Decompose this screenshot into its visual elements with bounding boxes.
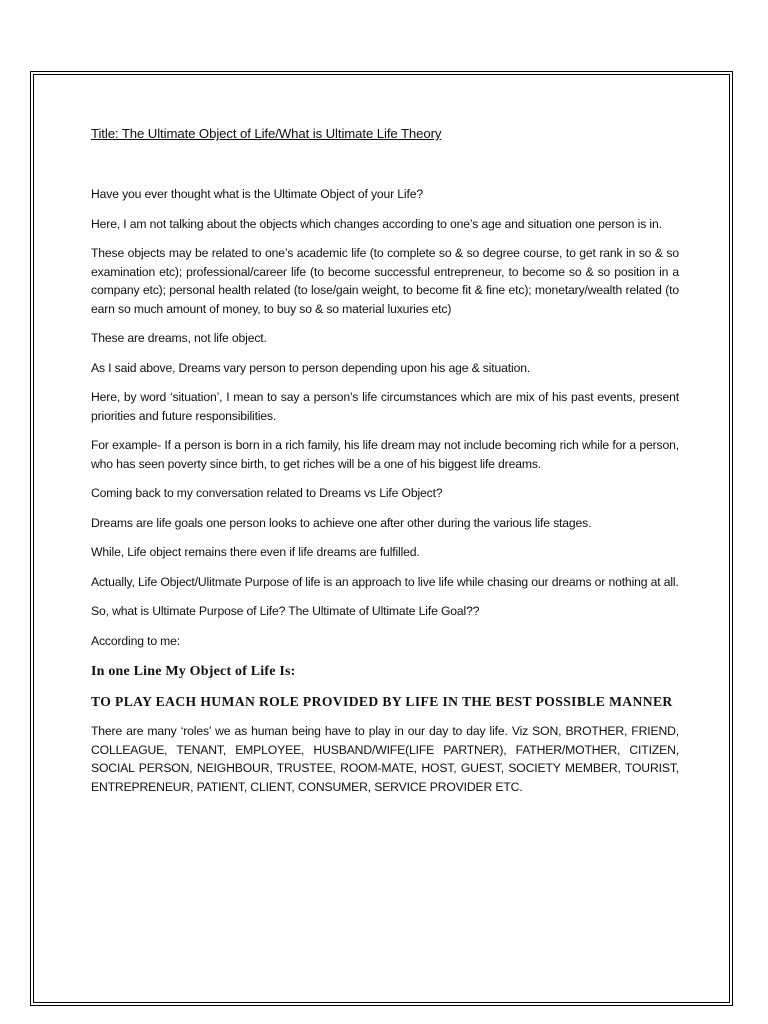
main-statement: TO PLAY EACH HUMAN ROLE PROVIDED BY LIFE IN THE BEST POSSIBLE MANNER: [91, 694, 673, 709]
paragraph-4: These are dreams, not life object.: [91, 331, 267, 345]
paragraph-12: So, what is Ultimate Purpose of Life? The Ultimate of Ultimate Life Goal??: [91, 604, 480, 618]
paragraph-7: For example- If a person is born in a rich family, his life dream may not include becoming rich while for a person, who has seen poverty since birth, to get riches will be a one of his biggest life dreams.: [91, 438, 679, 471]
paragraph-2: Here, I am not talking about the objects which changes according to one’s age and situation one person is in.: [91, 216, 662, 231]
paragraph-8: Coming back to my conversation related to Dreams vs Life Object?: [91, 486, 443, 500]
document-title: Title: The Ultimate Object of Life/What is Ultimate Life Theory: [91, 126, 442, 141]
paragraph-6: Here, by word ‘situation’, I mean to say a person’s life circumstances which are mix of his past events, present priorities and future responsibilities.: [91, 390, 679, 423]
paragraph-10: While, Life object remains there even if life dreams are fulfilled.: [91, 545, 420, 559]
paragraph-5: As I said above, Dreams vary person to person depending upon his age & situation.: [91, 360, 531, 375]
paragraph-3: These objects may be related to one’s academic life (to complete so & so degree course, to get rank in so & so examination etc); professional/career life (to become successful entrepreneur, to become so & so position in a company etc); personal health related (to lose/gain weight, to become fit & fine etc); monetary/wealth related (to earn so much amount of money, to buy so & so material luxuries etc): [91, 246, 679, 316]
paragraph-9: Dreams are life goals one person looks to achieve one after other during the various life stages.: [91, 515, 592, 530]
paragraph-11: Actually, Life Object/Ulitmate Purpose of life is an approach to live life while chasing our dreams or nothing at all.: [91, 574, 679, 589]
document-body: [91, 126, 679, 796]
one-line-heading: In one Line My Object of Life Is:: [91, 664, 296, 679]
paragraph-13: According to me:: [91, 633, 181, 648]
roles-paragraph: There are many ‘roles’ we as human being have to play in our day to day life. Viz SON, BROTHER, FRIEND, COLLEAGUE, TENANT, EMPLOYEE, HUSBAND/WIFE(LIFE PARTNER), FATHER/MOTHER, CITIZEN, SOCIAL PERSON, NEIGHBOUR, TRUSTEE, ROOM-MATE, HOST, GUEST, SOCIETY MEMBER, TOURIST, ENTREPRENEUR, PATIENT, CLIENT, CONSUMER, SERVICE PROVIDER ETC.: [91, 724, 679, 794]
paragraph-1: Have you ever thought what is the Ultimate Object of your Life?: [91, 187, 423, 201]
